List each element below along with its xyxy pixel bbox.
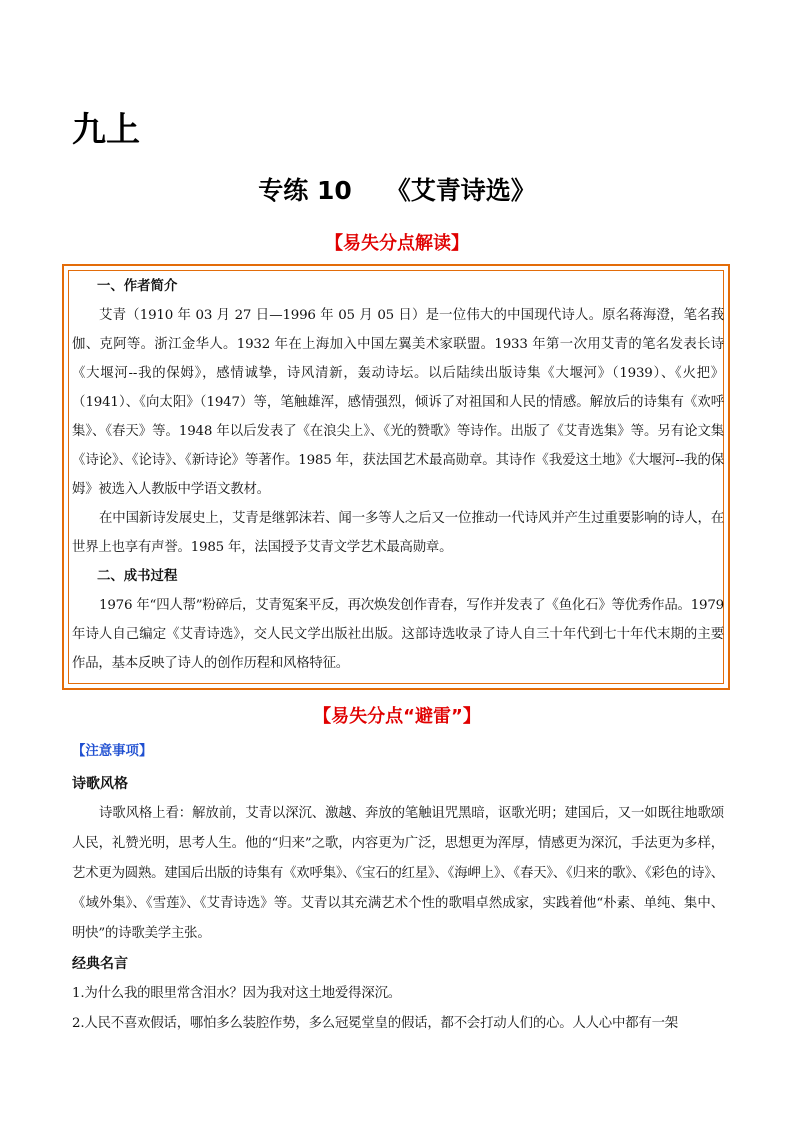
title-number: 专练 10 xyxy=(258,176,352,205)
book-process-heading: 二、成书过程 xyxy=(97,569,178,584)
title-book: 《艾青诗选》 xyxy=(385,176,536,205)
section-heading-key-points: 【易失分点解读】 xyxy=(325,233,469,254)
author-intro-paragraph-2: 在中国新诗发展史上，艾青是继郭沫若、闻一多等人之后又一位推动一代诗风并产生过重要影响的诗人，在世界上也享有声誉。1985 年，法国授予艾青文学艺术最高勋章。 xyxy=(72,511,724,555)
book-process-paragraph: 1976 年“四人帮”粉碎后，艾青冤案平反，再次焕发创作青春，写作并发表了《鱼化石》等优秀作品。1979 年诗人自己编定《艾青诗选》，交人民文学出版社出版。这部诗选收录了诗人自三十年代到七十年代末期的主要作品，基本反映了诗人的创作历程和风格特征。 xyxy=(72,598,724,671)
author-intro-heading: 一、作者简介 xyxy=(97,279,178,294)
author-intro-paragraph-1: 艾青（1910 年 03 月 27 日—1996 年 05 月 05 日）是一位伟大的中国现代诗人。原名蒋海澄，笔名莪伽、克阿等。浙江金华人。1932 年在上海加入中国左翼美术家联盟。1933 年第一次用艾青的笔名发表长诗《大堰河--我的保姆》，感情诚挚，诗风清新，轰动诗坛。以后陆续出版诗集《大堰河》（1939）、《火把》（1941）、《向太阳》（1947）等，笔触雄浑，感情强烈，倾诉了对祖国和人民的情感。解放后的诗集有《欢呼集》、《春天》等。1948 年以后发表了《在浪尖上》、《光的赞歌》等诗作。出版了《艾青选集》等。另有论文集《诗论》、《论诗》、《新诗论》等著作。1985 年，获法国艺术最高勋章。其诗作《我爱这土地》《大堰河--我的保姆》被选入人教版中学语文教材。 xyxy=(72,308,724,497)
grade-label: 九上 xyxy=(72,110,140,150)
poetry-style-paragraph: 诗歌风格上看：解放前，艾青以深沉、激越、奔放的笔触诅咒黑暗，讴歌光明；建国后，又一如既往地歌颂人民，礼赞光明，思考人生。他的“归来”之歌，内容更为广泛，思想更为浑厚，情感更为深沉，手法更为多样，艺术更为圆熟。建国后出版的诗集有《欢呼集》、《宝石的红星》、《海岬上》、《春天》、《归来的歌》、《彩色的诗》、《域外集》、《雪莲》、《艾青诗选》等。艾青以其充满艺术个性的歌唱卓然成家，实践着他“朴素、单纯、集中、明快”的诗歌美学主张。 xyxy=(72,806,724,941)
poetry-style-heading: 诗歌风格 xyxy=(72,776,128,792)
section-heading-avoid-pitfalls: 【易失分点“避雷”】 xyxy=(313,706,481,727)
quote-item-2: 2.人民不喜欢假话，哪怕多么装腔作势，多么冠冕堂皇的假话，都不会打动人们的心。人人心中都有一架 xyxy=(72,1016,678,1031)
quotes-heading: 经典名言 xyxy=(72,956,128,972)
page-title xyxy=(0,174,794,208)
info-box-content xyxy=(72,272,724,678)
notice-label: 【注意事项】 xyxy=(72,744,153,759)
notice-section xyxy=(72,739,724,1039)
quote-item-1: 1.为什么我的眼里常含泪水？因为我对这土地爱得深沉。 xyxy=(72,986,401,1001)
